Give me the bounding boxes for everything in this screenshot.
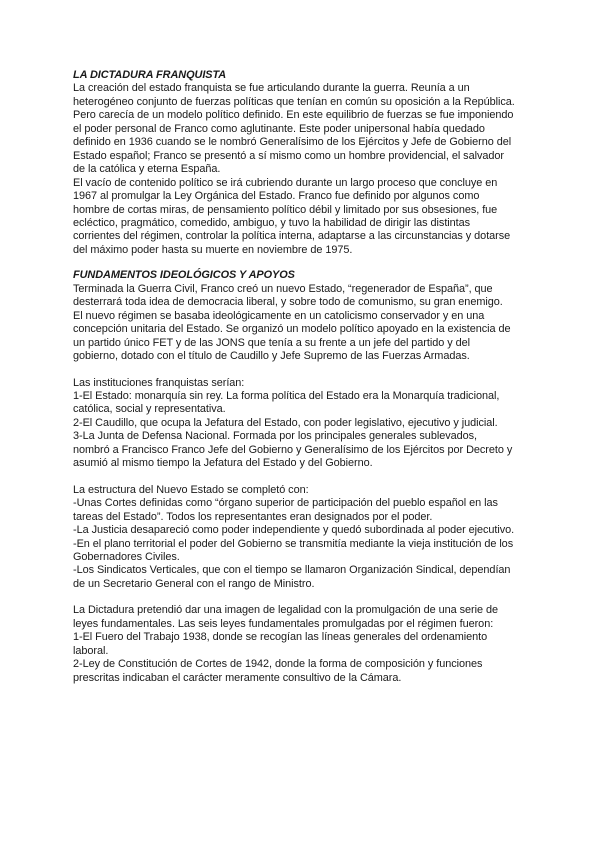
text-line: nombró a Francisco Franco Jefe del Gobierno y Generalísimo de los Ejércitos por Decreto y — [73, 443, 513, 456]
paragraph-estructura-estado — [73, 484, 550, 592]
text-line: católica, social y representativa. — [73, 403, 226, 416]
text-line: 2-El Caudillo, que ocupa la Jefatura del Estado, con poder legislativo, ejecutivo y judicial. — [73, 416, 498, 429]
paragraph-nuevo-estado — [73, 283, 550, 364]
text-line: de un Secretario General con el rango de Ministro. — [73, 577, 315, 590]
text-line: La creación del estado franquista se fue articulando durante la guerra. Reunía a un — [73, 82, 470, 95]
text-line: tareas del Estado”. Todos los representantes eran designados por el poder. — [73, 510, 433, 523]
text-line: 1-El Estado: monarquía sin rey. La forma política del Estado era la Monarquía tradicional, — [73, 389, 500, 402]
text-line: -La Justicia desapareció como poder independiente y quedó subordinada al poder ejecutivo. — [73, 524, 515, 537]
text-line: de la católica y eterna España. — [73, 163, 221, 176]
text-line: Pero carecía de un modelo político definido. En este equilibrio de fuerzas se fue imponiendo — [73, 109, 514, 122]
text-line: Gobernadores Civiles. — [73, 550, 180, 563]
text-line: El vacío de contenido político se irá cubriendo durante un largo proceso que concluye en — [73, 176, 498, 189]
section-title-dictadura: LA DICTADURA FRANQUISTA — [73, 69, 227, 81]
text-line: -Unas Cortes definidas como “órgano superior de participación del pueblo español en las — [73, 497, 498, 510]
section-title-fundamentos: FUNDAMENTOS IDEOLÓGICOS Y APOYOS — [73, 269, 295, 282]
text-line: laboral. — [73, 644, 109, 657]
text-line: ecléctico, pragmático, comedido, ambiguo, y tuvo la habilidad de dirigir las distintas — [73, 216, 471, 229]
text-line: -En el plano territorial el poder del Gobierno se transmitía mediante la vieja institución de los — [73, 537, 514, 550]
text-line: Terminada la Guerra Civil, Franco creó un nuevo Estado, “regenerador de España”, que — [73, 282, 493, 295]
text-line: asumió al mismo tiempo la Jefatura del Estado y del Gobierno. — [73, 457, 373, 470]
paragraph-vacio-politico — [73, 177, 550, 258]
text-line: La Dictadura pretendió dar una imagen de legalidad con la promulgación de una serie de — [73, 604, 498, 617]
paragraph-creacion-estado — [73, 82, 550, 176]
text-line: prescritas indicaban el carácter meramente consultivo de la Cámara. — [73, 671, 402, 684]
section-dictadura — [73, 69, 550, 257]
text-line: 1967 al promulgar la Ley Orgánica del Estado. Franco fue definido por algunos como — [73, 190, 480, 203]
text-line: hombre de cortas miras, de pensamiento político débil y limitado por sus obsesiones, fue — [73, 203, 498, 216]
text-line: -Los Sindicatos Verticales, que con el tiempo se llamaron Organización Sindical, dependían — [73, 564, 511, 577]
text-line: 3-La Junta de Defensa Nacional. Formada por los principales generales sublevados, — [73, 430, 477, 443]
section-fundamentos — [73, 269, 550, 685]
text-line: La estructura del Nuevo Estado se completó con: — [73, 483, 309, 496]
text-line: heterogéneo conjunto de fuerzas políticas que tenían en común su oposición a la República. — [73, 95, 515, 108]
text-line: El nuevo régimen se basaba ideológicamente en un catolicismo conservador y en una — [73, 309, 485, 322]
paragraph-instituciones — [73, 377, 550, 471]
text-line: gobierno, dotado con el título de Caudillo y Jefe Supremo de las Fuerzas Armadas. — [73, 350, 470, 363]
text-line: concepción unitaria del Estado. Se organizó un modelo político apoyado en la existencia de — [73, 323, 511, 336]
text-line: 1-El Fuero del Trabajo 1938, donde se recogían las líneas generales del ordenamiento — [73, 631, 488, 644]
text-line: un partido único FET y de las JONS que tenía a su frente a un jefe del partido y del — [73, 336, 470, 349]
paragraph-leyes-fundamentales — [73, 604, 550, 685]
text-line: Estado español; Franco se presentó a sí mismo como un hombre providencial, el salvador — [73, 149, 504, 162]
text-line: desterrará toda idea de democracia liberal, y sobre todo de comunismo, su gran enemigo. — [73, 296, 503, 309]
text-line: leyes fundamentales. Las seis leyes fundamentales promulgadas por el régimen fueron: — [73, 617, 494, 630]
text-line: corrientes del régimen, controlar la política interna, adaptarse a las circunstancias y dotarse — [73, 230, 511, 243]
text-line: definido en 1936 cuando se le nombró Generalísimo de los Ejércitos y Jefe de Gobierno del — [73, 136, 512, 149]
text-line: del máximo poder hasta su muerte en noviembre de 1975. — [73, 243, 353, 256]
text-line: el poder personal de Franco como aglutinante. Este poder unipersonal había quedado — [73, 122, 485, 135]
text-line: 2-Ley de Constitución de Cortes de 1942, donde la forma de composición y funciones — [73, 658, 483, 671]
text-line: Las instituciones franquistas serían: — [73, 376, 245, 389]
